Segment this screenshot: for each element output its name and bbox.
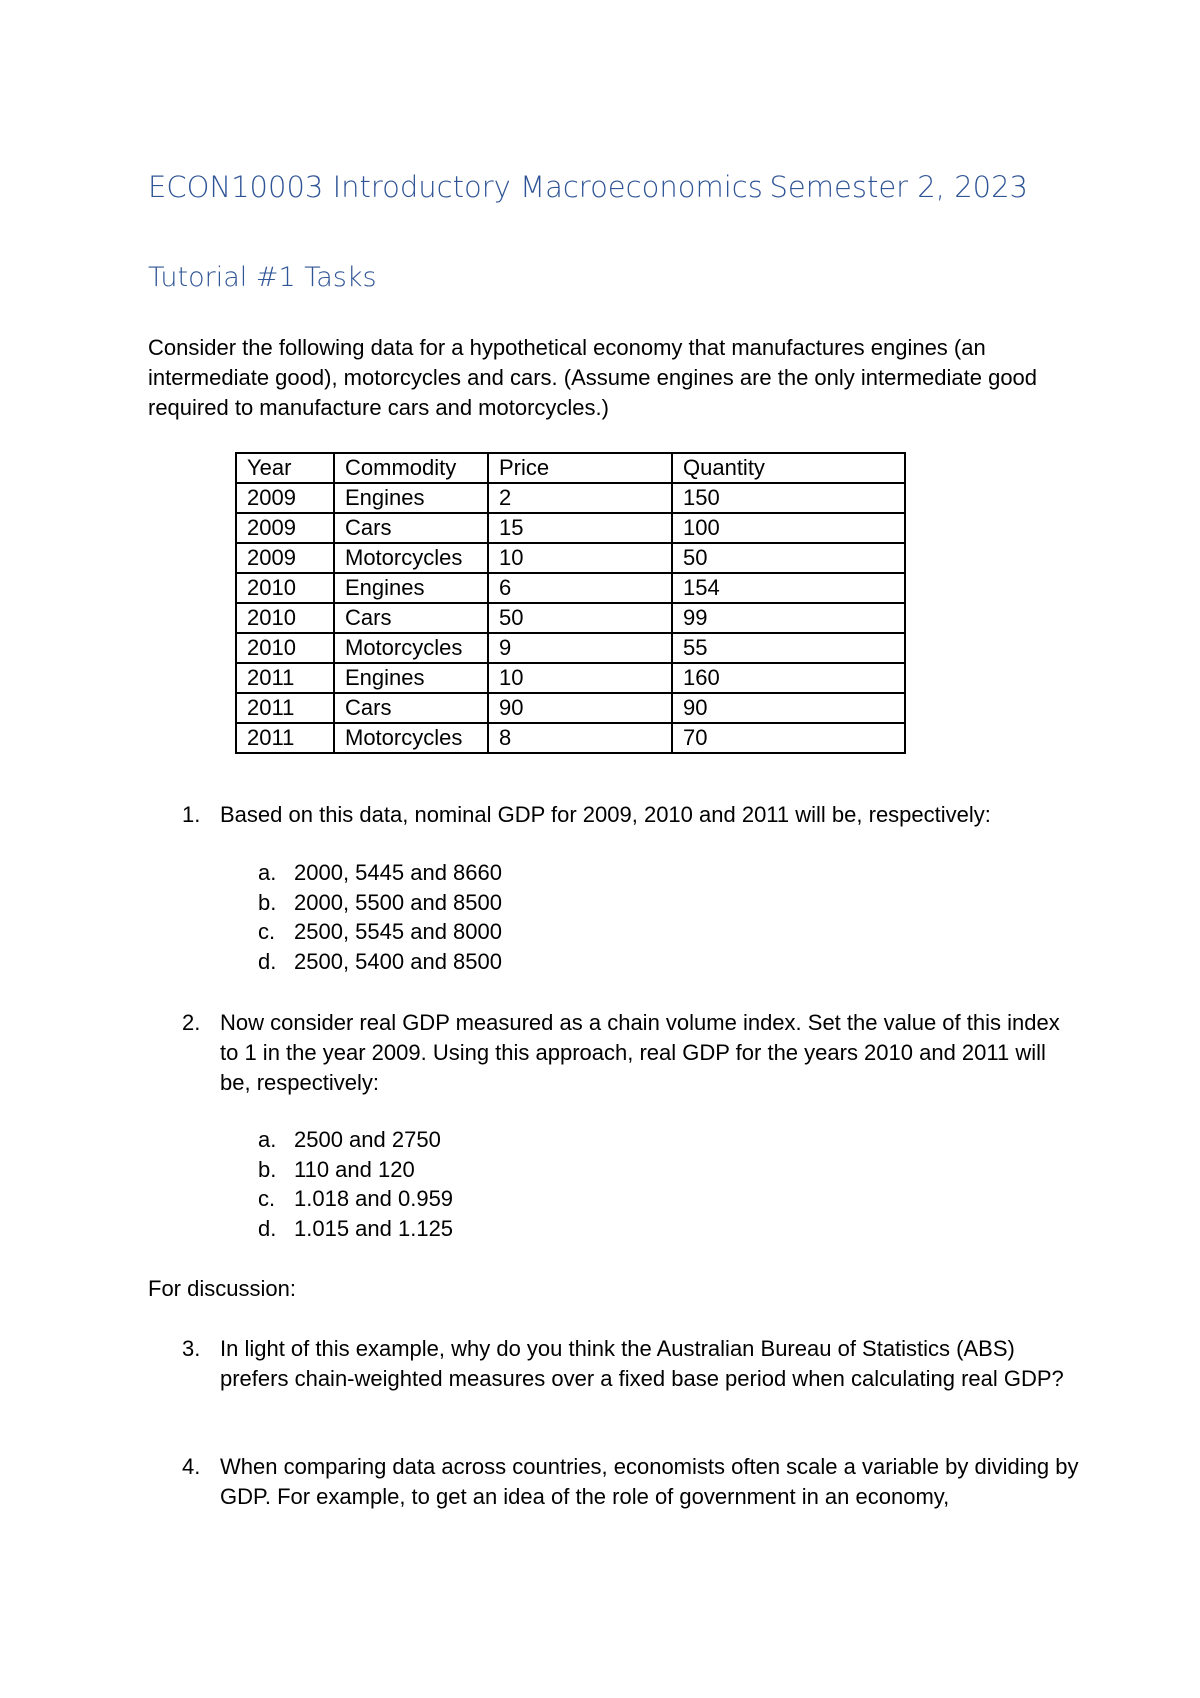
option-text: 2000, 5445 and 8660 xyxy=(294,860,502,885)
cell-year: 2011 xyxy=(236,723,334,753)
table-row xyxy=(236,483,905,513)
option-text: 2500 and 2750 xyxy=(294,1127,441,1152)
question-text: In light of this example, why do you think the Australian Bureau of Statistics (ABS) prefers chain-weighted measures over a fixed base period when calculating real GDP? xyxy=(220,1336,1064,1391)
table-row xyxy=(236,513,905,543)
cell-commodity: Engines xyxy=(334,663,488,693)
cell-quantity: 99 xyxy=(672,603,905,633)
cell-year: 2009 xyxy=(236,483,334,513)
cell-year: 2010 xyxy=(236,603,334,633)
option-letter: b. xyxy=(258,889,277,915)
cell-quantity: 160 xyxy=(672,663,905,693)
table-row xyxy=(236,543,905,573)
course-title: ECON10003 Introductory Macroeconomics xyxy=(148,170,763,204)
option-letter: c. xyxy=(258,919,276,944)
column-header-price: Price xyxy=(488,453,672,483)
intro-paragraph: Consider the following data for a hypothetical economy that manufactures engines (an intermediate good), motorcycles and cars. (Assume engines are the only intermediate good required to manufacture cars and motorcycles.) xyxy=(148,335,1038,420)
cell-commodity: Motorcycles xyxy=(334,543,488,573)
cell-quantity: 90 xyxy=(672,693,905,723)
cell-price: 9 xyxy=(488,633,672,663)
cell-year: 2010 xyxy=(236,633,334,663)
document-header xyxy=(148,170,1028,210)
column-header-year: Year xyxy=(236,453,334,483)
cell-price: 15 xyxy=(488,513,672,543)
option-letter: a. xyxy=(258,860,277,885)
column-header-quantity: Quantity xyxy=(672,453,905,483)
cell-commodity: Cars xyxy=(334,693,488,723)
cell-quantity: 150 xyxy=(672,483,905,513)
cell-year: 2011 xyxy=(236,693,334,723)
question-number: 4. xyxy=(182,1454,201,1479)
question-3 xyxy=(182,1334,1082,1394)
cell-commodity: Cars xyxy=(334,513,488,543)
cell-year: 2011 xyxy=(236,663,334,693)
question-4 xyxy=(182,1452,1082,1512)
table-row xyxy=(236,573,905,603)
cell-year: 2010 xyxy=(236,573,334,603)
cell-commodity: Cars xyxy=(334,603,488,633)
cell-year: 2009 xyxy=(236,513,334,543)
cell-quantity: 154 xyxy=(672,573,905,603)
cell-quantity: 50 xyxy=(672,543,905,573)
cell-price: 50 xyxy=(488,603,672,633)
cell-price: 90 xyxy=(488,693,672,723)
economy-data-table xyxy=(235,452,906,754)
question-text: Now consider real GDP measured as a chain volume index. Set the value of this index to 1 in the year 2009. Using this approach, real GDP for the years 2010 and 2011 will be, respectively: xyxy=(220,1010,1060,1095)
tutorial-title: Tutorial #1 Tasks xyxy=(148,262,377,293)
cell-commodity: Motorcycles xyxy=(334,633,488,663)
cell-quantity: 55 xyxy=(672,633,905,663)
cell-year: 2009 xyxy=(236,543,334,573)
question-text: When comparing data across countries, economists often scale a variable by dividing by GDP. For example, to get an idea of the role of government in an economy, xyxy=(220,1454,1079,1509)
option-text: 1.018 and 0.959 xyxy=(294,1186,454,1211)
option-text: 2000, 5500 and 8500 xyxy=(294,889,502,915)
question-number: 3. xyxy=(182,1336,201,1361)
option-text: 2500, 5545 and 8000 xyxy=(294,919,502,944)
cell-price: 10 xyxy=(488,543,672,573)
cell-quantity: 70 xyxy=(672,723,905,753)
question-1 xyxy=(182,800,1082,830)
column-header-commodity: Commodity xyxy=(334,453,488,483)
option-text: 110 and 120 xyxy=(294,1156,415,1182)
question-number: 2. xyxy=(182,1010,201,1035)
option-letter: d. xyxy=(258,1215,277,1241)
cell-price: 6 xyxy=(488,573,672,603)
table-row xyxy=(236,633,905,663)
cell-commodity: Engines xyxy=(334,573,488,603)
option-letter: b. xyxy=(258,1156,277,1182)
option-letter: a. xyxy=(258,1127,277,1152)
cell-price: 10 xyxy=(488,663,672,693)
question-number: 1. xyxy=(182,802,201,827)
table-header-row xyxy=(236,453,905,483)
table-row xyxy=(236,663,905,693)
discussion-heading: For discussion: xyxy=(148,1276,296,1301)
table-row xyxy=(236,603,905,633)
option-text: 2500, 5400 and 8500 xyxy=(294,948,502,974)
option-text: 1.015 and 1.125 xyxy=(294,1215,454,1241)
cell-commodity: Engines xyxy=(334,483,488,513)
question-2 xyxy=(182,1008,1082,1098)
cell-commodity: Motorcycles xyxy=(334,723,488,753)
option-letter: d. xyxy=(258,948,277,974)
cell-quantity: 100 xyxy=(672,513,905,543)
question-text: Based on this data, nominal GDP for 2009, 2010 and 2011 will be, respectively: xyxy=(220,802,991,827)
table-row xyxy=(236,723,905,753)
cell-price: 8 xyxy=(488,723,672,753)
table-row xyxy=(236,693,905,723)
semester-label: Semester 2, 2023 xyxy=(769,170,1028,204)
option-letter: c. xyxy=(258,1186,276,1211)
cell-price: 2 xyxy=(488,483,672,513)
